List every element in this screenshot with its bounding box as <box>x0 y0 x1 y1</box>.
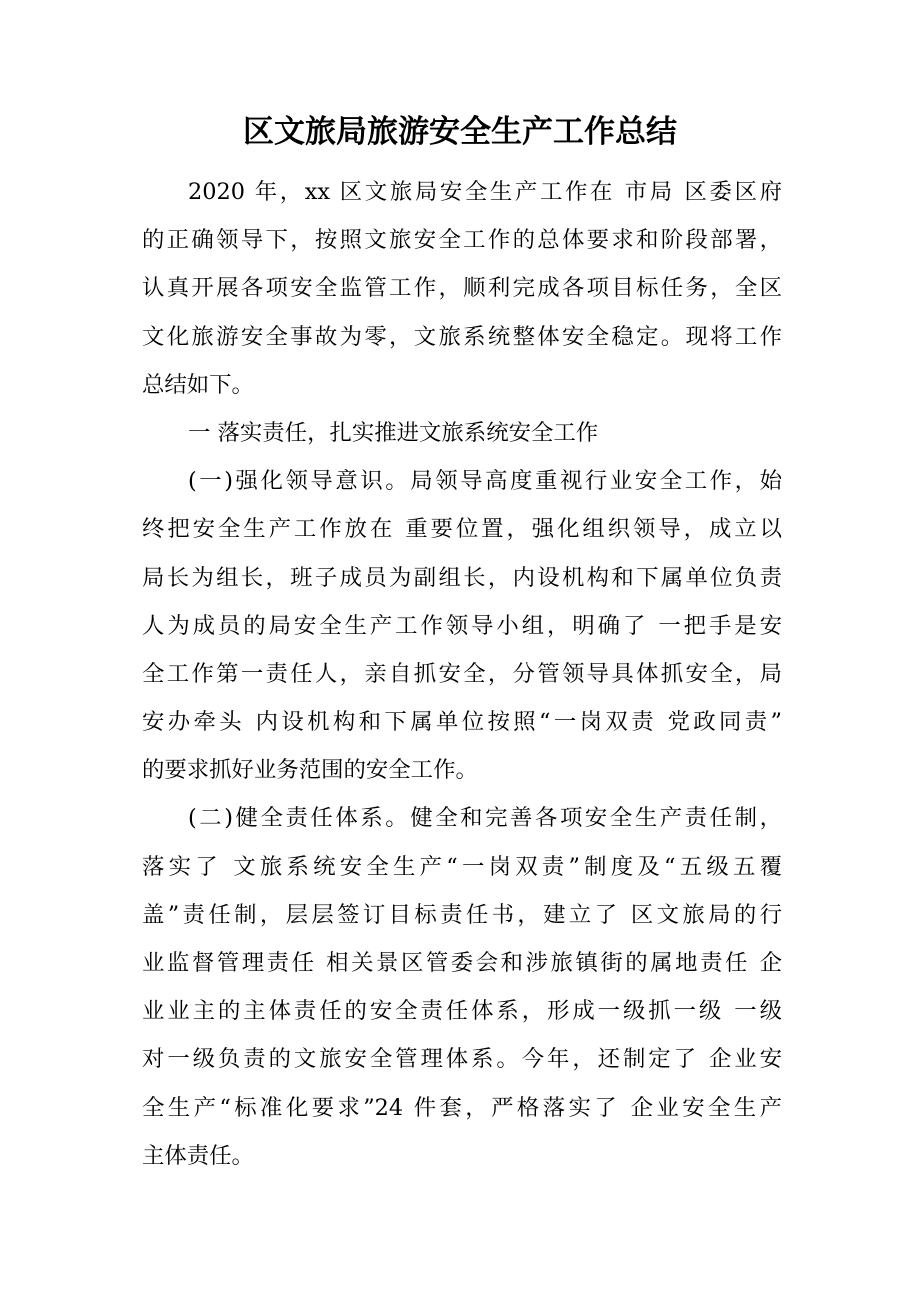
paragraph-line: (一)强化领导意识。局领导高度重视行业安全工作，始 <box>188 468 782 495</box>
paragraph-line: 人为成员的局安全生产工作领导小组，明确了 一把手是安 <box>142 612 782 639</box>
paragraph-line: 业监督管理责任 相关景区管委会和涉旅镇街的属地责任 企 <box>142 950 782 976</box>
paragraph-line: 主体责任。 <box>142 1142 254 1169</box>
paragraph-line: 文化旅游安全事故为零，文旅系统整体安全稳定。现将工作 <box>142 323 782 350</box>
paragraph-line: 总结如下。 <box>142 371 254 398</box>
paragraph-line: 终把安全生产工作放在 重要位置，强化组织领导，成立以 <box>142 516 782 543</box>
paragraph-line: 业业主的主体责任的安全责任体系，形成一级抓一级 一级 <box>142 998 782 1025</box>
paragraph-line: 认真开展各项安全监管工作，顺利完成各项目标任务，全区 <box>142 275 782 302</box>
paragraph-line: 全生产“标准化要求”24 件套，严格落实了 企业安全生产 <box>142 1094 782 1121</box>
paragraph-line: 的正确领导下，按照文旅安全工作的总体要求和阶段部署， <box>142 227 782 254</box>
paragraph-line: 全工作第一责任人，亲自抓安全，分管领导具体抓安全，局 <box>142 660 782 687</box>
paragraph-line: (二)健全责任体系。健全和完善各项安全生产责任制， <box>188 805 782 832</box>
paragraph-line: 的要求抓好业务范围的安全工作。 <box>142 757 478 784</box>
paragraph-line: 2020 年，xx 区文旅局安全生产工作在 市局 区委区府 <box>188 179 782 205</box>
paragraph-line: 对一级负责的文旅安全管理体系。今年，还制定了 企业安 <box>142 1046 782 1073</box>
paragraph-line: 盖”责任制，层层签订目标责任书，建立了 区文旅局的行 <box>142 901 782 928</box>
paragraph-line: 局长为组长，班子成员为副组长，内设机构和下属单位负责 <box>142 564 782 591</box>
paragraph-line: 安办牵头 内设机构和下属单位按照“一岗双责 党政同责” <box>142 709 782 736</box>
section-heading: 一 落实责任，扎实推进文旅系统安全工作 <box>188 419 599 446</box>
document-body <box>142 168 782 1180</box>
document-title: 区文旅局旅游安全生产工作总结 <box>243 114 677 150</box>
paragraph-line: 落实了 文旅系统安全生产“一岗双责”制度及“五级五覆 <box>142 853 782 880</box>
